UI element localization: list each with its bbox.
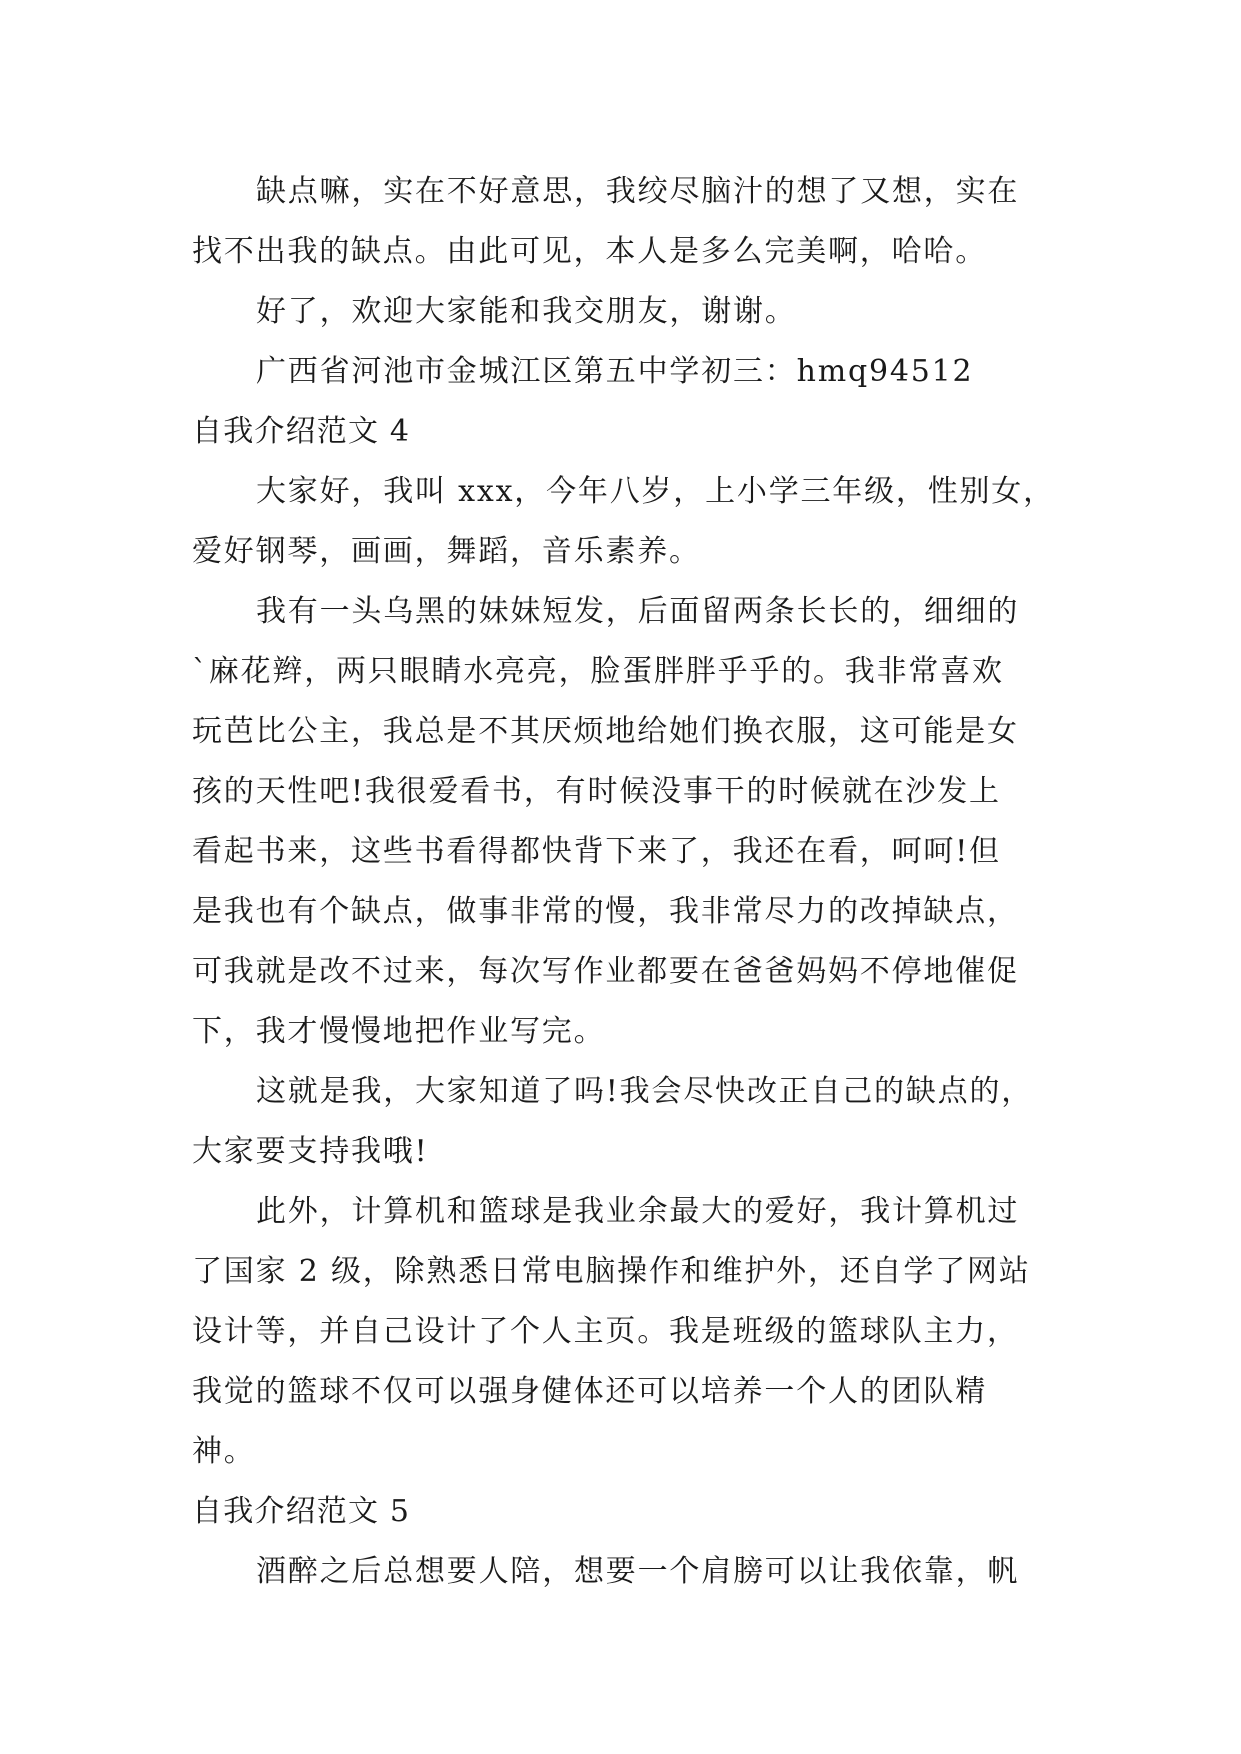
section-heading: 自我介绍范文 4 [192, 414, 411, 449]
text-line: 是我也有个缺点，做事非常的慢，我非常尽力的改掉缺点， [192, 894, 1019, 929]
text-line: `麻花辫，两只眼睛水亮亮，脸蛋胖胖乎乎的。我非常喜欢 [192, 654, 1004, 689]
text-line: 好了，欢迎大家能和我交朋友，谢谢。 [256, 294, 797, 329]
text-line: 广西省河池市金城江区第五中学初三：hmq94512 [256, 354, 974, 389]
text-line: 孩的天性吧!我很爱看书，有时候没事干的时候就在沙发上 [192, 774, 1001, 809]
text-line: 大家好，我叫 xxx，今年八岁，上小学三年级，性别女， [256, 474, 1055, 509]
text-line: 大家要支持我哦! [192, 1134, 429, 1169]
text-line: 爱好钢琴，画画，舞蹈，音乐素养。 [192, 534, 701, 569]
text-line: 此外，计算机和篮球是我业余最大的爱好，我计算机过 [256, 1194, 1020, 1229]
section-heading: 自我介绍范文 5 [192, 1494, 411, 1529]
document-body [192, 162, 1060, 1602]
text-line: 这就是我，大家知道了吗!我会尽快改正自己的缺点的， [256, 1074, 1034, 1109]
text-line: 我有一头乌黑的妹妹短发，后面留两条长长的，细细的 [256, 594, 1020, 629]
text-line: 神。 [192, 1434, 256, 1469]
text-line: 看起书来，这些书看得都快背下来了，我还在看，呵呵!但 [192, 834, 1001, 869]
text-line: 下，我才慢慢地把作业写完。 [192, 1014, 606, 1049]
text-line: 我觉的篮球不仅可以强身健体还可以培养一个人的团队精 [192, 1374, 987, 1409]
text-line: 了国家 2 级，除熟悉日常电脑操作和维护外，还自学了网站 [192, 1254, 1031, 1289]
text-line: 酒醉之后总想要人陪，想要一个肩膀可以让我依靠，帆 [256, 1554, 1020, 1589]
text-line: 玩芭比公主，我总是不其厌烦地给她们换衣服，这可能是女 [192, 714, 1019, 749]
text-line: 可我就是改不过来，每次写作业都要在爸爸妈妈不停地催促 [192, 954, 1019, 989]
text-line: 找不出我的缺点。由此可见，本人是多么完美啊，哈哈。 [192, 234, 987, 269]
text-line: 设计等，并自己设计了个人主页。我是班级的篮球队主力， [192, 1314, 1019, 1349]
text-line: 缺点嘛，实在不好意思，我绞尽脑汁的想了又想，实在 [256, 174, 1020, 209]
